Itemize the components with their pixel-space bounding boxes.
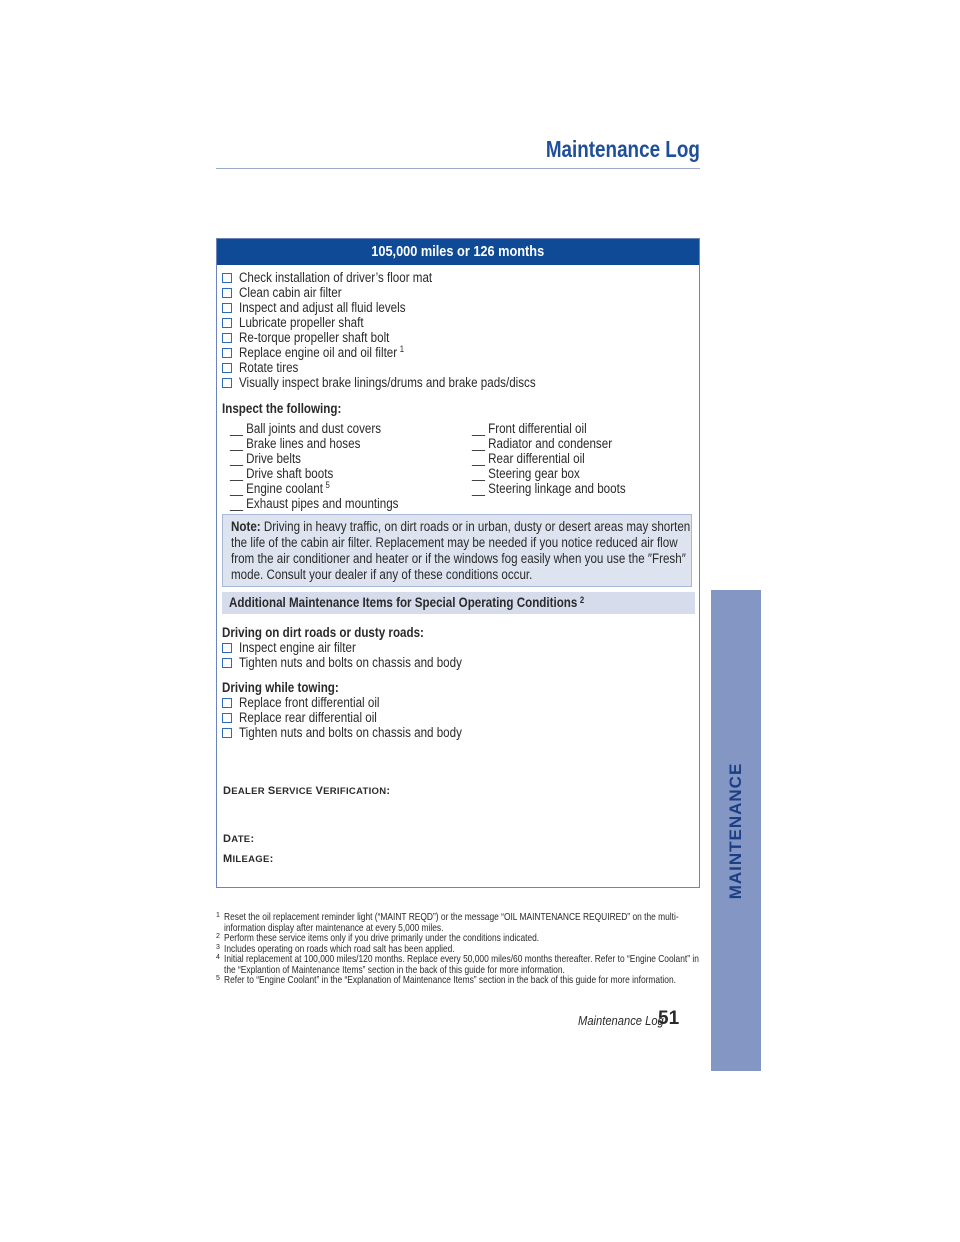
- inspect-list-left: [230, 421, 426, 511]
- page-number: 51: [658, 1008, 680, 1029]
- checklist-item[interactable]: [222, 270, 584, 285]
- checkbox[interactable]: [222, 318, 232, 328]
- footnote: [216, 912, 706, 933]
- towing-heading: [222, 680, 358, 695]
- footnote-text: Refer to “Engine Coolant” in the “Explanation of Maintenance Items” section in the back of this guide for more information.: [224, 974, 676, 986]
- service-checklist: [222, 270, 584, 390]
- inspect-item: __ Radiator and condenser: [472, 436, 613, 451]
- maintenance-log-box: [216, 238, 700, 888]
- inspect-item: __ Drive belts: [230, 451, 301, 466]
- note-text: Driving in heavy traffic, on dirt roads or in urban, dusty or desert areas may shorten the life of the cabin air filter. Replacement may be needed if you notice reduced air flow from the air conditioner and heater or if the windows fog easily when you use the ″Fresh″ mode. Consult your dealer if any of these conditions occur.: [231, 519, 691, 582]
- footnote-text: Initial replacement at 100,000 miles/120 months. Replace every 50,000 miles/60 months thereafter. Refer to “Engine Coolant” in the “Explantion of Maintenance Items” section in the back of this guide for more information.: [224, 953, 699, 976]
- footnote-ref: 5: [325, 480, 330, 490]
- date-label: DATE:: [223, 833, 255, 845]
- checklist-item-label: Inspect and adjust all fluid levels: [239, 300, 406, 315]
- inspect-item: [230, 481, 330, 496]
- checkbox[interactable]: [222, 378, 232, 388]
- interval-banner-text: 105,000 miles or 126 months: [371, 243, 545, 260]
- inspect-item: __ Brake lines and hoses: [230, 436, 361, 451]
- checkbox[interactable]: [222, 658, 232, 668]
- checkbox[interactable]: [222, 713, 232, 723]
- page-title: Maintenance Log: [545, 136, 700, 162]
- footnote-number: 5: [216, 975, 220, 982]
- checkbox[interactable]: [222, 303, 232, 313]
- footnote: [216, 975, 706, 986]
- checkbox[interactable]: [222, 698, 232, 708]
- footnote-number: 1: [216, 912, 220, 919]
- side-tab-label: MAINTENANCE: [726, 762, 745, 899]
- checklist-item[interactable]: [222, 640, 498, 655]
- inspect-list-right: [472, 421, 651, 496]
- note-label: Note:: [231, 519, 261, 534]
- checklist-item-label: Lubricate propeller shaft: [239, 315, 364, 330]
- checklist-item-text: Replace engine oil and oil filter: [239, 345, 398, 360]
- checklist-item[interactable]: [222, 345, 584, 360]
- checklist-item-label: Tighten nuts and bolts on chassis and body: [239, 655, 462, 670]
- checkbox[interactable]: [222, 643, 232, 653]
- footnote-number: 4: [216, 954, 220, 961]
- checklist-item-label: Replace front differential oil: [239, 695, 380, 710]
- checklist-item[interactable]: [222, 375, 584, 390]
- checklist-item[interactable]: [222, 315, 584, 330]
- checklist-item[interactable]: [222, 285, 584, 300]
- inspect-heading: [222, 401, 361, 416]
- dirt-roads-checklist: [222, 640, 498, 670]
- checklist-item[interactable]: [222, 655, 498, 670]
- dirt-roads-heading: [222, 625, 457, 640]
- checklist-item[interactable]: [222, 360, 584, 375]
- checklist-item-label: Rotate tires: [239, 360, 299, 375]
- footnotes: [216, 912, 706, 986]
- additional-items-title: Additional Maintenance Items for Special Operating Conditions: [229, 595, 578, 610]
- checklist-item[interactable]: [222, 725, 498, 740]
- checkbox[interactable]: [222, 333, 232, 343]
- header-divider: [216, 168, 700, 169]
- footnote-text: Reset the oil replacement reminder light (“MAINT REQD”) or the message “OIL MAINTENANCE REQUIRED” on the multi-information display after maintenance at every 5,000 miles.: [224, 911, 679, 934]
- footnote-text: Includes operating on roads which road salt has been applied.: [224, 942, 455, 955]
- footnote-text: Perform these service items only if you drive primarily under the conditions indicated.: [224, 932, 540, 944]
- inspect-item-text: __ Engine coolant: [230, 481, 323, 496]
- checklist-item[interactable]: [222, 300, 584, 315]
- additional-items-heading: [222, 592, 695, 614]
- checklist-item-label: Inspect engine air filter: [239, 640, 356, 655]
- checkbox[interactable]: [222, 288, 232, 298]
- checklist-item-label: Check installation of driver’s floor mat: [239, 270, 433, 285]
- footnote-ref: 1: [399, 344, 405, 354]
- towing-heading-text: Driving while towing:: [222, 680, 339, 695]
- footnote-ref: 2: [579, 595, 585, 605]
- checklist-item-label: Tighten nuts and bolts on chassis and body: [239, 725, 462, 740]
- checkbox[interactable]: [222, 273, 232, 283]
- checkbox[interactable]: [222, 728, 232, 738]
- checkbox[interactable]: [222, 363, 232, 373]
- inspect-heading-text: Inspect the following:: [222, 401, 342, 416]
- checklist-item-label: Visually inspect brake linings/drums and brake pads/discs: [239, 375, 536, 390]
- footer-section-label-text: Maintenance Log: [578, 1013, 664, 1028]
- inspect-item: __ Ball joints and dust covers: [230, 421, 382, 436]
- towing-checklist: [222, 695, 498, 740]
- note-box: [222, 514, 692, 587]
- interval-banner: [217, 239, 699, 265]
- checklist-item[interactable]: [222, 710, 498, 725]
- checklist-item-label: [239, 345, 404, 360]
- footnote: [216, 954, 706, 975]
- inspect-item: __ Exhaust pipes and mountings: [230, 496, 399, 511]
- dealer-verification-label: DEALER SERVICE VERIFICATION:: [223, 785, 391, 797]
- footnote-number: 2: [216, 933, 220, 940]
- section-side-tab: [711, 590, 761, 1071]
- checkbox[interactable]: [222, 348, 232, 358]
- inspect-item: __ Drive shaft boots: [230, 466, 334, 481]
- inspect-item: __ Rear differential oil: [472, 451, 585, 466]
- checklist-item-label: Clean cabin air filter: [239, 285, 342, 300]
- inspect-item: __ Steering gear box: [472, 466, 580, 481]
- footnote-number: 3: [216, 943, 220, 951]
- checklist-item[interactable]: [222, 330, 584, 345]
- dirt-roads-heading-text: Driving on dirt roads or dusty roads:: [222, 625, 424, 640]
- inspect-item: __ Front differential oil: [472, 421, 587, 436]
- mileage-label: MILEAGE:: [223, 853, 274, 865]
- checklist-item-label: Replace rear differential oil: [239, 710, 377, 725]
- checklist-item[interactable]: [222, 695, 498, 710]
- checklist-item-label: Re-torque propeller shaft bolt: [239, 330, 390, 345]
- inspect-item: __ Steering linkage and boots: [472, 481, 626, 496]
